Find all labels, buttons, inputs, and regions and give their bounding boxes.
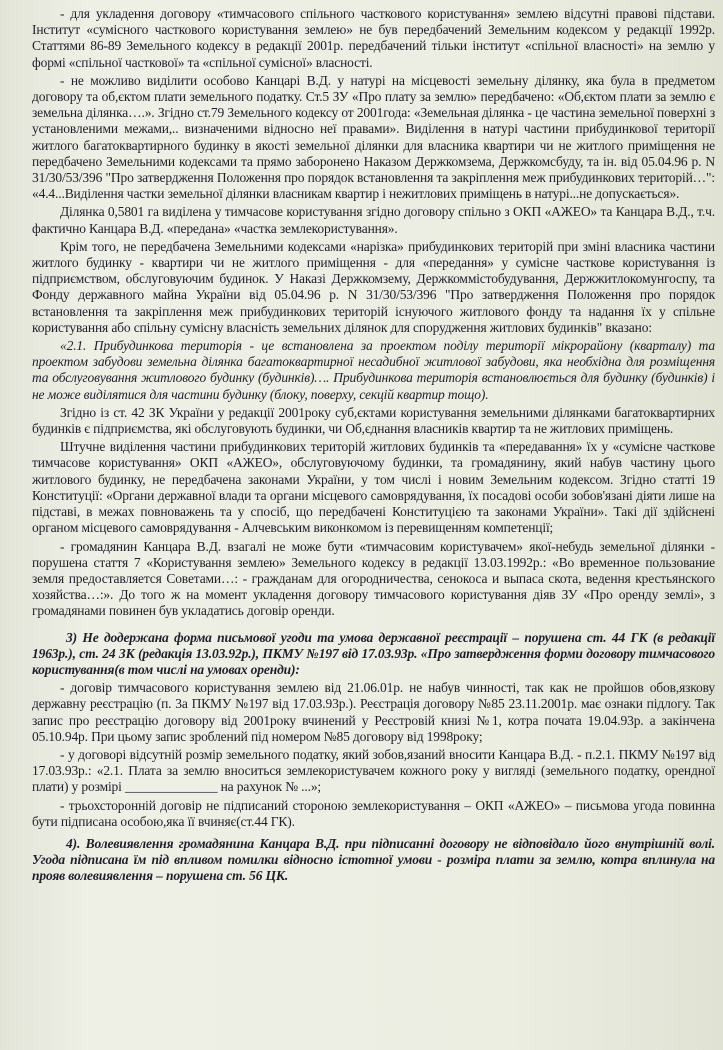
paragraph-registration: - договір тимчасового користування землею від 21.06.01р. не набув чинності, так как не пройшов обов,язкову державну реєстрацію (п. 3а ПКМУ №197 від 17.03.93р.). Реєстрація договору №85 23.11.2001р. має ознаки підлогу. Так запис про реєстрацію договору від 2001року вчинений у Реєстровій книзі №1, котра почата 19.04.93р. а закінчена 05.10.94р. При цьому запис зроблений під номером №85 договору від 1998року; [32, 680, 715, 744]
paragraph-temporary-user: - громадянин Канцара В.Д. взагалі не може бути «тимчасовим користувачем» якої-небудь земельної ділянки - порушена стаття 7 «Користування землею» Земельного кодексу в редакції 13.03.1992р.: «Во временное пользование земля предоставляется Советами…: - гражданам для огородничества, сенокоса и выпаса скота, ведення крестьянского хозяйства…:». До того ж на момент укладення договору тимчасового користування діяв ЗУ «Про оренду землі», з громадянами повинен був укладатись договір оренди. [32, 538, 715, 619]
paragraph-adjacent-territory: Крім того, не передбачена Земельними кодексами «нарізка» прибудинкових територій при зміні власника частини житлого будинку - квартири чи не житлого приміщення - для «передання» у сумісне часткове користування із підприємством, обслуговуючим будинок. У Наказі Держкомзему, Держкоммістобудування, Держжитлокомунгоспу, та Фонду державного майна України від 05.04.96 р. N 31/30/53/396 "Про затвердження Положення про порядок встановлення та закріплення меж прибудинкових територій існуючого житлового фонду та надання їх у спільне користування або спільну сумісну власність земельних ділянок для спорудження житлових будинків" вказано: [32, 238, 715, 335]
section-heading-4: 4). Волевиявлення громадянина Канцара В.Д. при підписанні договору не відповідало його внутрішній волі. Угода підписана їм під впливом помилки відносно істотної умови - розміра плати за землю, котра вплинула на прояв волевиявлення – порушена ст. 56 ЦК. [32, 835, 715, 884]
paragraph-tax-amount: - у договорі відсутній розмір земельного податку, який зобов,язаний вносити Канцара В.Д. - п.2.1. ПКМУ №197 від 17.03.93р.: «2.1. Плата за землю вноситься землекористувачем кожного року у вигляді (земельного податку, орендної плати) у розмірі ______________ на рахунок № ...»; [32, 746, 715, 795]
paragraph-land-allocation: - не можливо виділити особово Канцарі В.Д. у натурі на місцевості земельну ділянку, яка була в предметом договору та об,єктом плати земельного податку. Ст.5 ЗУ «Про плату за землю» передбачено: «Об,єктом плати за землю є земельна ділянка….». Згідно ст.79 Земельного кодексу от 2001года: «Земельная ділянка - це частина земельної поверхні з установленими межами,.. визначеними відносно неї правами». Виділення в натурі частини прибудинкової території житлого багатоквартирного будинку в якості земельної ділянки для власника квартири чи не житлого приміщення не передбачено Земельними кодексами та прямо заборонено Наказом Держкомзема, Держкомсбуду, та ін. від 05.04.96 р. N 31/30/53/396 "Про затвердження Положення про порядок встановлення та закріплення меж прибудинкових територій…": «4.4...Виділення частки земельної ділянки власникам квартир і нежитлових приміщень в натурі...не допускається». [32, 72, 715, 202]
paragraph-legal-grounds: - для укладення договору «тимчасового спільного часткового користування» землею відсутні правові підстави. Інститут «сумісного часткового користування землею» не був передбачений Земельним кодексом у редакції 1992р. Статтями 86-89 Земельного кодексу в редакції 2001р. передбачений тільки інститут «спільної власності» на землю у формі «спільної часткової» та «спільної сумісної» власності. [32, 6, 715, 70]
section-heading-3: 3) Не додержана форма письмової угоди та умова державної реєстрації – порушена ст. 44 ГК (в редакції 1963р.), ст. 24 ЗК (редакція 13.03.92р.), ПКМУ №197 від 17.03.93р. «Про затвердження форми договору тимчасового користування(в том числі на умовах оренди): [32, 629, 715, 677]
paragraph-quote-2-1: «2.1. Прибудинкова територія - це встановлена за проектом поділу території мікрорайону (кварталу) та проектом забудови земельна ділянка багатоквартирної несадибної житлової забудови, яка необхідна для розміщення та обслуговування житлового будинку (будинків)…. Прибудинкова територія встановлюється для будинку (будинків) і не може виділятися для частини будинку (блоку, поверху, секцій квартир тощо). [32, 338, 715, 402]
paragraph-unsigned-contract: - трьохсторонній договір не підписаний стороною землекористування – ОКП «АЖЕО» – письмова угода повинна бути підписана особою,яка її вчиняє(ст.44 ГК). [32, 797, 715, 829]
paragraph-article-42: Згідно із ст. 42 ЗК України у редакції 2001року суб,єктами користування земельними ділянками багатоквартирних будинків є підприємства, які обслуговують будинки, чи Об,єднання власників квартир та не житлових приміщень. [32, 404, 715, 437]
paragraph-plot-area: Ділянка 0,5801 га виділена у тимчасове користування згідно договору спільно з ОКП «АЖЕО» та Канцара В.Д., т.ч. фактично Канцара В.Д. «передана» «частка землекористування». [32, 204, 715, 236]
paragraph-constitution: Штучне виділення частини прибудинкових територій житлових будинків та «передавання» їх у «сумісне часткове тимчасове користування» ОКП «АЖЕО», обслуговуючому будинки, та громадянину, який набув частину цього житлового будинку, не передбачена законами України, у том числі і новим Земельним кодексом. Згідно статті 19 Конституції: «Органи державної влади та органи місцевого самоврядування, їх посадові особи зобов'язані діяти лише на підставі, в межах повноважень та у спосіб, що передбачені Конституцією та законами України». Такі дії здійснені органом місцевого самоврядування - Алчевським виконкомом із перевищенням компетенції; [32, 439, 715, 536]
